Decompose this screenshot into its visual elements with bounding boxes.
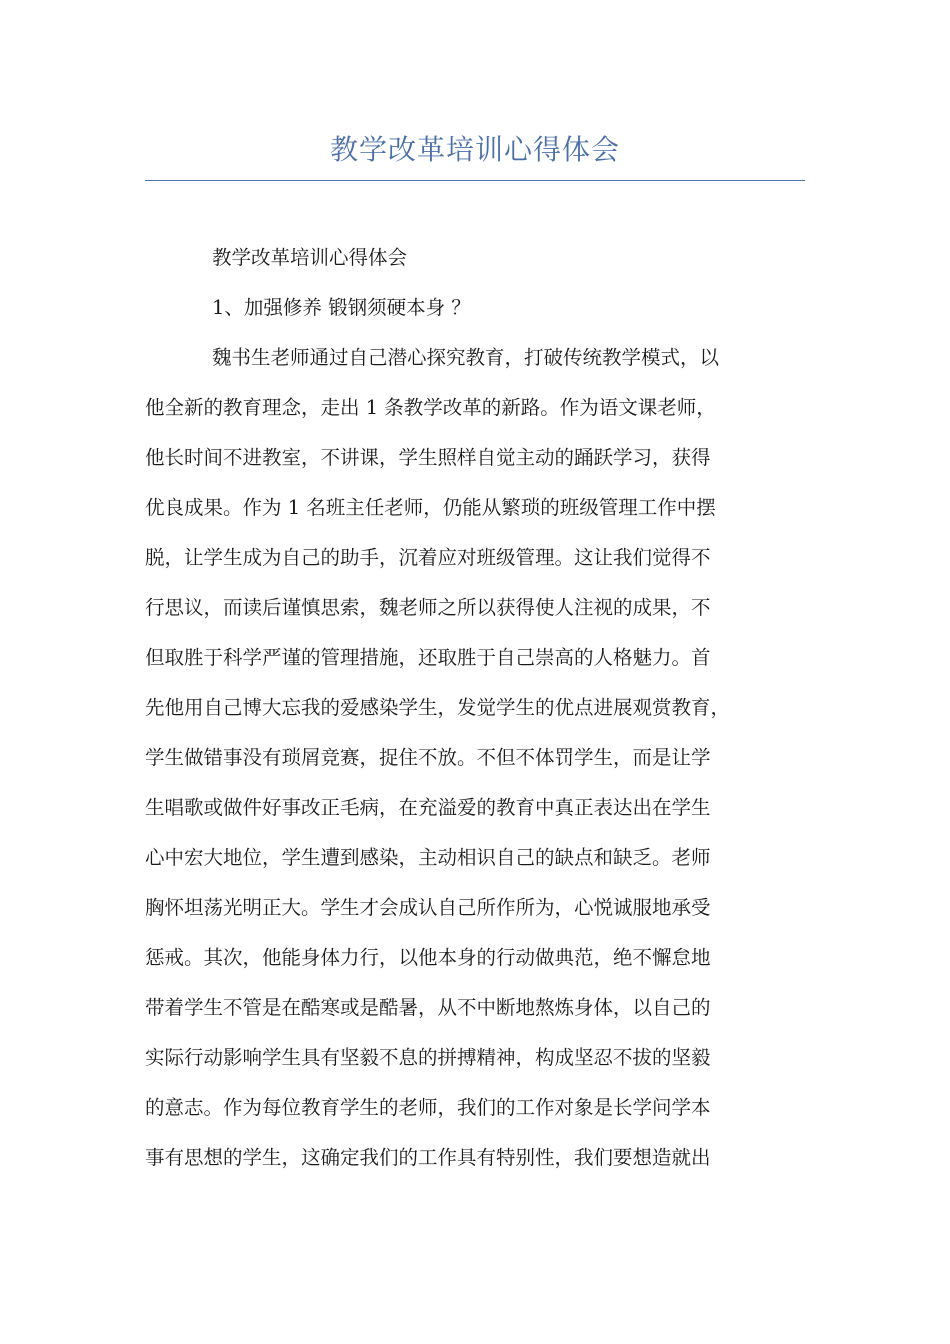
paragraph-line: 事有思想的学生，这确定我们的工作具有特别性，我们要想造就出 — [145, 1146, 711, 1169]
paragraph-line: 的意志。作为每位教育学生的老师，我们的工作对象是长学问学本 — [145, 1096, 711, 1119]
title-divider — [145, 180, 805, 181]
paragraph-line: 他长时间不进教室，不讲课，学生照样自觉主动的踊跃学习，获得 — [145, 446, 711, 469]
paragraph-line: 但取胜于科学严谨的管理措施，还取胜于自己崇高的人格魅力。首 — [145, 646, 711, 669]
paragraph-line: 脱，让学生成为自己的助手，沉着应对班级管理。这让我们觉得不 — [145, 546, 711, 569]
paragraph — [145, 333, 807, 1183]
section-heading: 1、加强修养 锻钢须硬本身 ？ — [212, 296, 471, 319]
paragraph-line: 带着学生不管是在酷寒或是酷暑，从不中断地熬炼身体，以自己的 — [145, 996, 711, 1019]
paragraph-line: 他全新的教育理念，走出 1 条教学改革的新路。作为语文课老师， — [145, 396, 716, 419]
subtitle-line: 教学改革培训心得体会 — [212, 246, 408, 269]
paragraph-line: 优良成果。作为 1 名班主任老师，仍能从繁琐的班级管理工作中摆 — [145, 496, 716, 519]
document-body — [145, 233, 807, 1183]
paragraph-line: 生唱歌或做件好事改正毛病，在充溢爱的教育中真正表达出在学生 — [145, 796, 711, 819]
paragraph-line: 行思议，而读后谨慎思索，魏老师之所以获得使人注视的成果，不 — [145, 596, 711, 619]
paragraph-line: 魏书生老师通过自己潜心探究教育，打破传统教学模式，以 — [212, 346, 720, 369]
paragraph-line: 胸怀坦荡光明正大。学生才会成认自己所作所为，心悦诚服地承受 — [145, 896, 711, 919]
paragraph-line: 心中宏大地位，学生遭到感染，主动相识自己的缺点和缺乏。老师 — [145, 846, 711, 869]
paragraph-line: 学生做错事没有琐屑竞赛，捉住不放。不但不体罚学生，而是让学 — [145, 746, 711, 769]
paragraph-line: 惩戒。其次，他能身体力行，以他本身的行动做典范，绝不懈怠地 — [145, 946, 711, 969]
paragraph-line: 先他用自己博大忘我的爱感染学生，发觉学生的优点进展观赏教育， — [145, 696, 731, 719]
paragraph-line: 实际行动影响学生具有坚毅不息的拼搏精神，构成坚忍不拔的坚毅 — [145, 1046, 711, 1069]
document-title: 教学改革培训心得体会 — [329, 133, 620, 166]
